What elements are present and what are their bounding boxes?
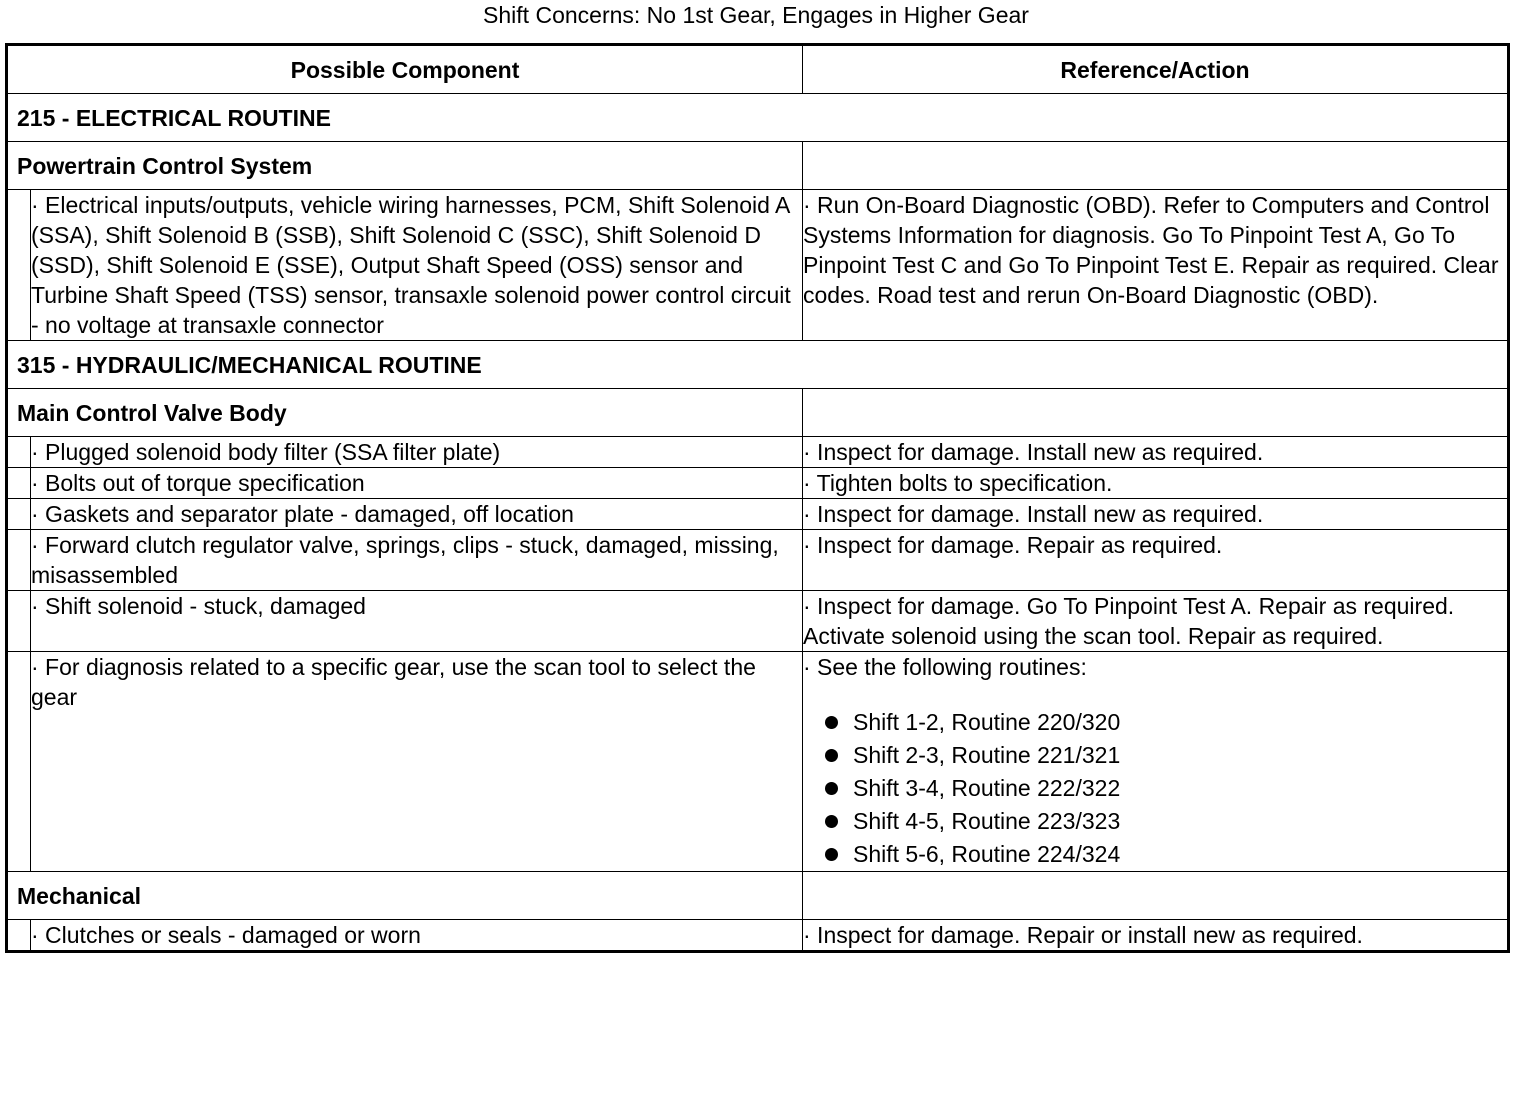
action-cell: · Inspect for damage. Install new as required. (803, 437, 1509, 468)
component-cell: · Clutches or seals - damaged or worn (31, 920, 803, 952)
indent-cell (7, 437, 31, 468)
action-cell: · Inspect for damage. Repair or install new as required. (803, 920, 1509, 952)
table-header-row (7, 45, 1509, 94)
action-cell: · Tighten bolts to specification. (803, 468, 1509, 499)
table-row (7, 190, 1509, 341)
action-cell: · Inspect for damage. Install new as required. (803, 499, 1509, 530)
list-item (823, 772, 1507, 805)
table-row (7, 499, 1509, 530)
bullet-icon (825, 716, 838, 729)
list-item (823, 838, 1507, 871)
column-header-reference: Reference/Action (803, 45, 1509, 94)
indent-cell (7, 468, 31, 499)
component-cell: · Plugged solenoid body filter (SSA filter plate) (31, 437, 803, 468)
subsection-empty-cell (803, 389, 1509, 437)
indent-cell (7, 190, 31, 341)
subsection-title: Main Control Valve Body (7, 389, 803, 437)
list-item-label: Shift 5-6, Routine 224/324 (853, 841, 1121, 867)
action-cell (803, 652, 1509, 872)
subsection-title: Mechanical (7, 872, 803, 920)
list-item-label: Shift 2-3, Routine 221/321 (853, 742, 1121, 768)
routine-title: 215 - ELECTRICAL ROUTINE (7, 94, 1509, 142)
routine-row-electrical (7, 94, 1509, 142)
subsection-title: Powertrain Control System (7, 142, 803, 190)
list-item-label: Shift 4-5, Routine 223/323 (853, 808, 1121, 834)
table-row (7, 652, 1509, 872)
component-cell: · Forward clutch regulator valve, springs, clips - stuck, damaged, missing, misassembled (31, 530, 803, 591)
action-cell: · Inspect for damage. Repair as required. (803, 530, 1509, 591)
routine-list (803, 706, 1507, 871)
diagnosis-table (5, 43, 1510, 953)
subsection-row-mechanical (7, 872, 1509, 920)
subsection-row-powertrain (7, 142, 1509, 190)
subsection-empty-cell (803, 872, 1509, 920)
table-row (7, 437, 1509, 468)
bullet-icon (825, 782, 838, 795)
list-item (823, 739, 1507, 772)
bullet-icon (825, 848, 838, 861)
list-item (823, 805, 1507, 838)
subsection-row-valve-body (7, 389, 1509, 437)
table-row (7, 530, 1509, 591)
page-title: Shift Concerns: No 1st Gear, Engages in Higher Gear (483, 2, 1029, 28)
table-row (7, 468, 1509, 499)
indent-cell (7, 591, 31, 652)
component-cell: · For diagnosis related to a specific gear, use the scan tool to select the gear (31, 652, 803, 872)
component-cell: · Gaskets and separator plate - damaged, off location (31, 499, 803, 530)
component-cell: · Bolts out of torque specification (31, 468, 803, 499)
bullet-icon (825, 815, 838, 828)
table-row (7, 591, 1509, 652)
action-cell: · Run On-Board Diagnostic (OBD). Refer to Computers and Control Systems Information for diagnosis. Go To Pinpoint Test A, Go To Pinpoint Test C and Go To Pinpoint Test E. Repair as required. Clear codes. Road test and rerun On-Board Diagnostic (OBD). (803, 190, 1509, 341)
subsection-empty-cell (803, 142, 1509, 190)
column-header-component: Possible Component (7, 45, 803, 94)
indent-cell (7, 920, 31, 952)
indent-cell (7, 530, 31, 591)
component-cell: · Electrical inputs/outputs, vehicle wiring harnesses, PCM, Shift Solenoid A (SSA), Shift Solenoid B (SSB), Shift Solenoid C (SSC), Shift Solenoid D (SSD), Shift Solenoid E (SSE), Output Shaft Speed (OSS) sensor and Turbine Shaft Speed (TSS) sensor, transaxle solenoid power control circuit - no voltage at transaxle connector (31, 190, 803, 341)
action-text: · See the following routines: (803, 654, 1087, 680)
indent-cell (7, 499, 31, 530)
indent-cell (7, 652, 31, 872)
list-item-label: Shift 1-2, Routine 220/320 (853, 709, 1121, 735)
routine-title: 315 - HYDRAULIC/MECHANICAL ROUTINE (7, 341, 1509, 389)
list-item (823, 706, 1507, 739)
component-cell: · Shift solenoid - stuck, damaged (31, 591, 803, 652)
routine-row-hydraulic (7, 341, 1509, 389)
bullet-icon (825, 749, 838, 762)
table-row (7, 920, 1509, 952)
list-item-label: Shift 3-4, Routine 222/322 (853, 775, 1121, 801)
action-cell: · Inspect for damage. Go To Pinpoint Test A. Repair as required. Activate solenoid using the scan tool. Repair as required. (803, 591, 1509, 652)
